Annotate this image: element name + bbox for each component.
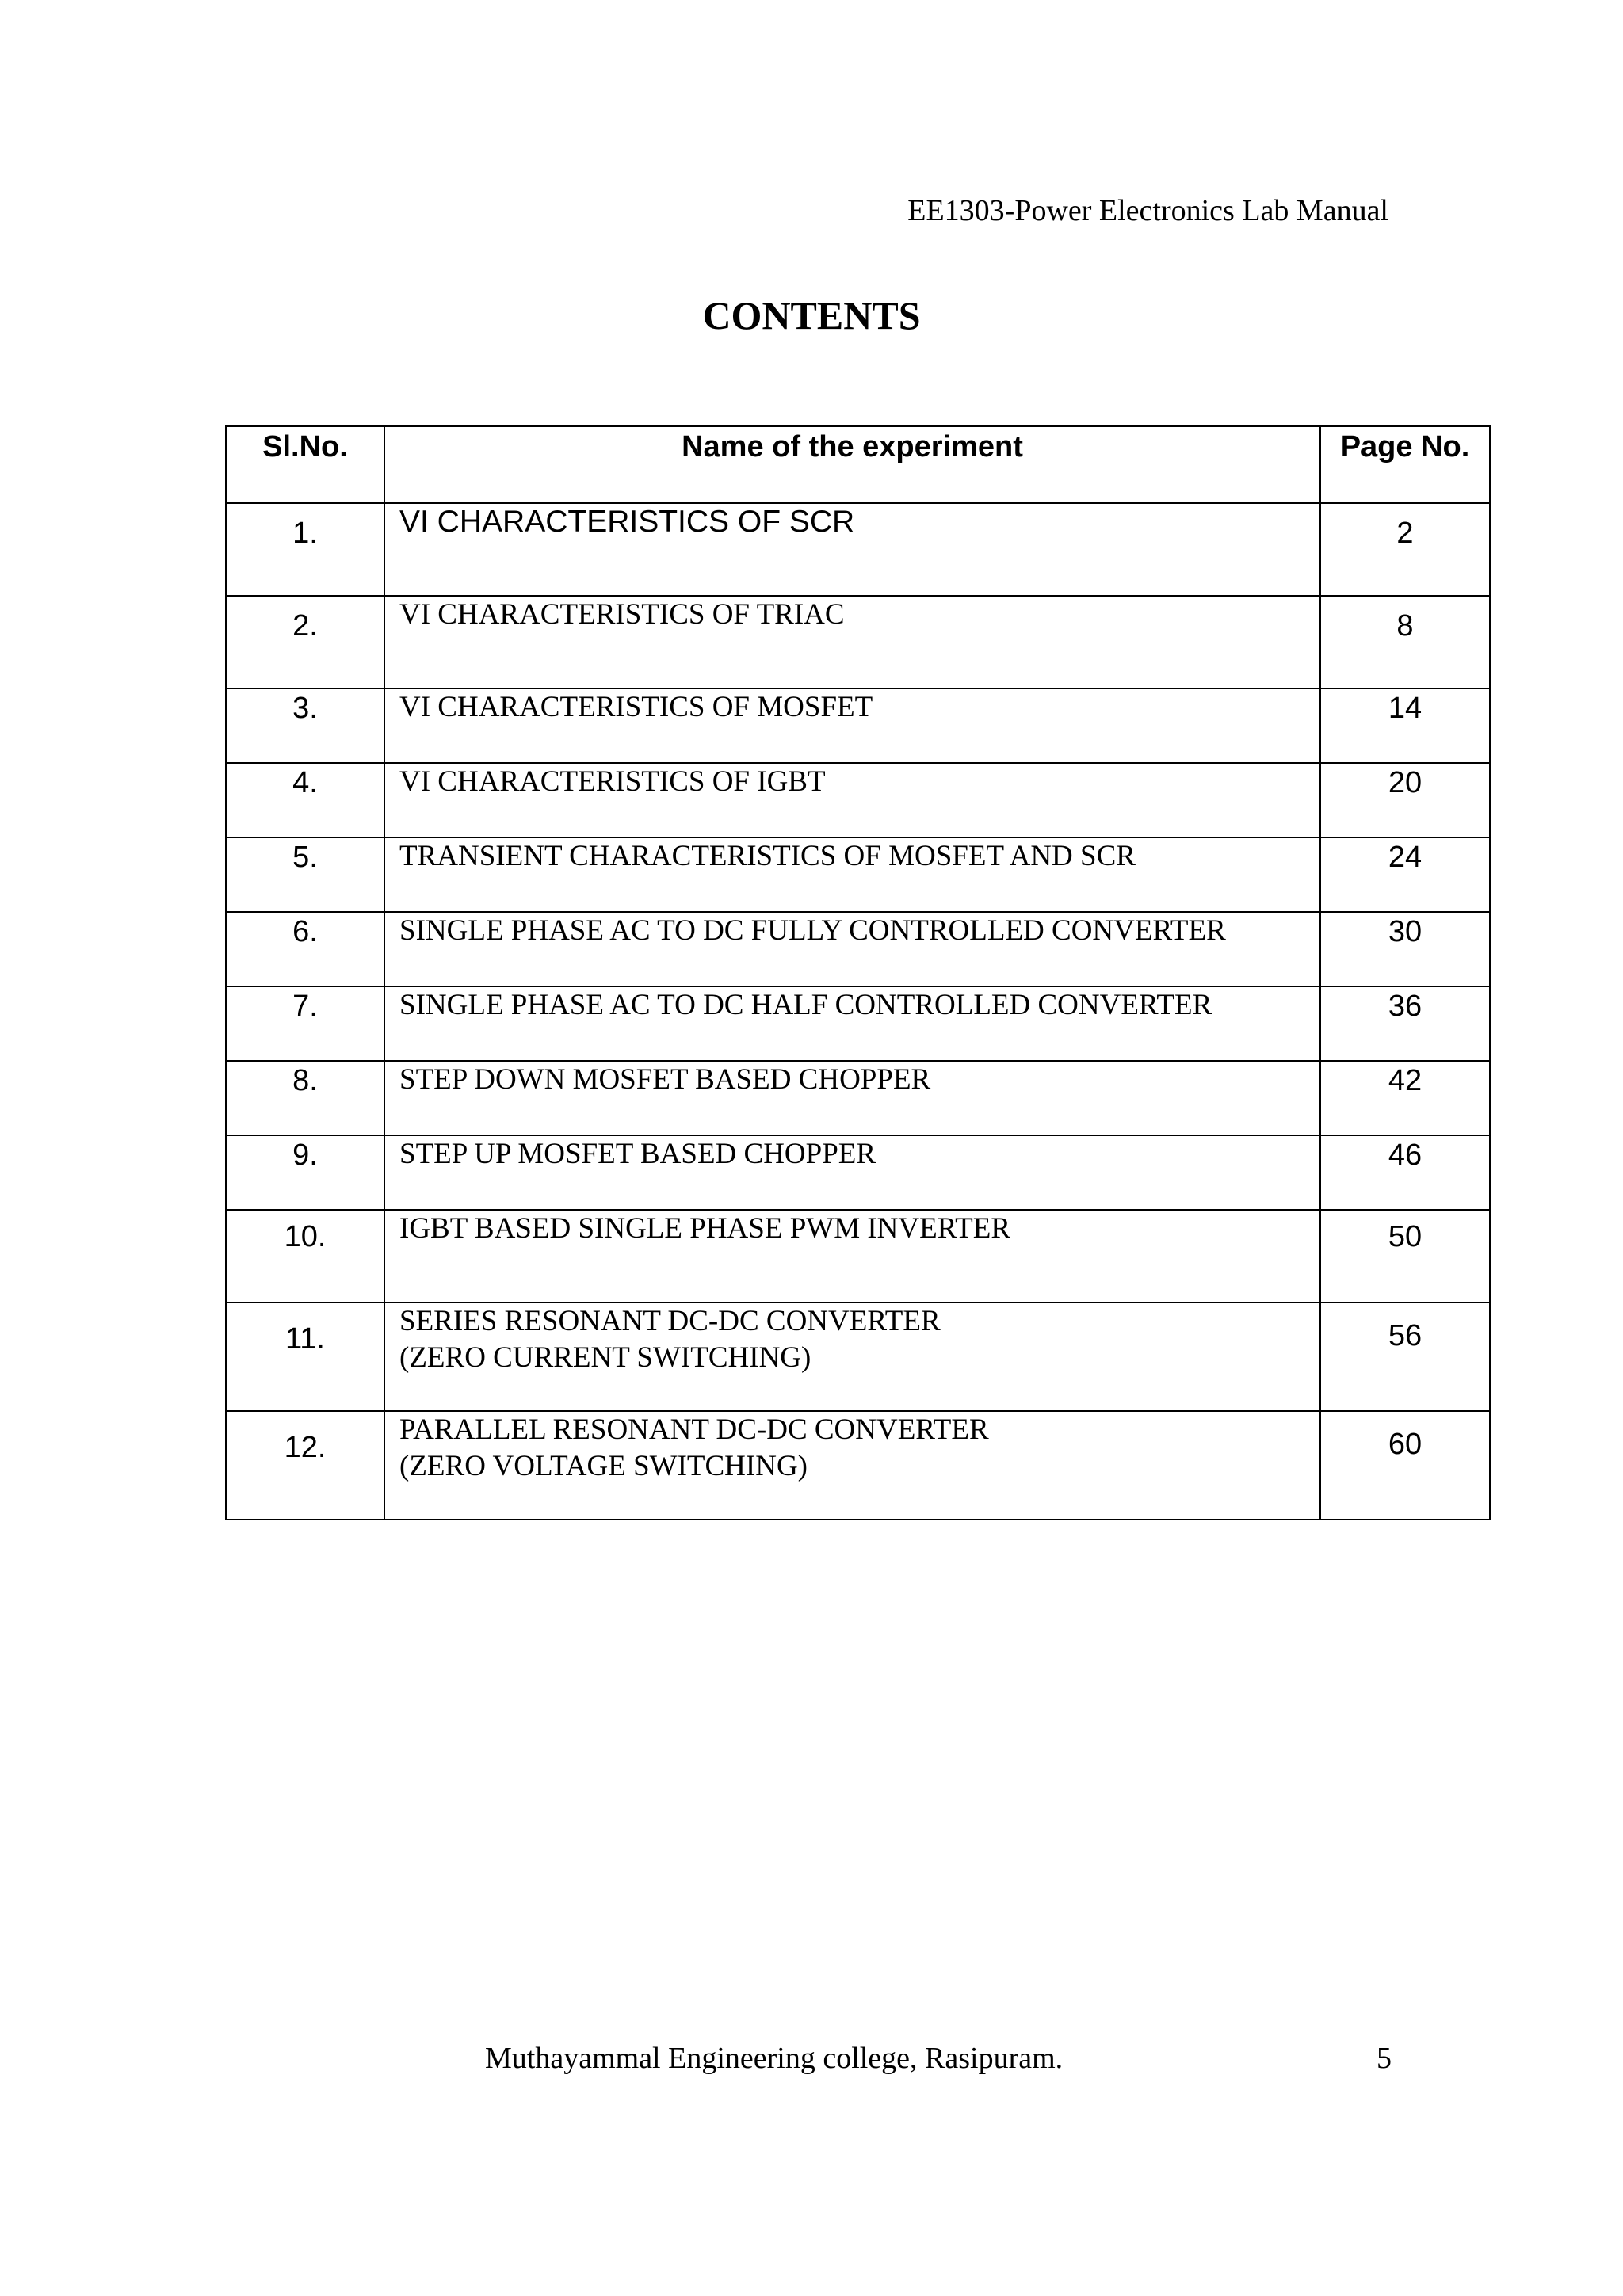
page-no-cell: 24	[1320, 837, 1490, 912]
sl-no-cell: 2.	[226, 596, 384, 688]
footer-institution: Muthayammal Engineering college, Rasipuram.	[485, 2042, 1064, 2075]
experiment-name-cell: IGBT BASED SINGLE PHASE PWM INVERTER	[384, 1210, 1320, 1302]
experiment-name-cell: SINGLE PHASE AC TO DC FULLY CONTROLLED CONVERTER	[384, 912, 1320, 986]
sl-no-cell: 12.	[226, 1411, 384, 1520]
experiment-name-cell: STEP DOWN MOSFET BASED CHOPPER	[384, 1061, 1320, 1135]
table-row	[226, 837, 1490, 912]
experiment-name-cell: VI CHARACTERISTICS OF SCR	[384, 503, 1320, 596]
page-no-cell: 36	[1320, 986, 1490, 1061]
experiment-name-cell: PARALLEL RESONANT DC-DC CONVERTER (ZERO VOLTAGE SWITCHING)	[384, 1411, 1320, 1520]
page-no-cell: 42	[1320, 1061, 1490, 1135]
column-header-page-no: Page No.	[1320, 426, 1490, 503]
page-no-cell: 8	[1320, 596, 1490, 688]
table-row	[226, 763, 1490, 837]
experiment-name-cell: STEP UP MOSFET BASED CHOPPER	[384, 1135, 1320, 1210]
page-title: CONTENTS	[702, 293, 921, 338]
experiment-name-cell: SINGLE PHASE AC TO DC HALF CONTROLLED CONVERTER	[384, 986, 1320, 1061]
sl-no-cell: 11.	[226, 1302, 384, 1411]
table-row	[226, 1411, 1490, 1520]
page-no-cell: 20	[1320, 763, 1490, 837]
column-header-experiment-name: Name of the experiment	[384, 426, 1320, 503]
table-row	[226, 503, 1490, 596]
sl-no-cell: 10.	[226, 1210, 384, 1302]
sl-no-cell: 7.	[226, 986, 384, 1061]
sl-no-cell: 1.	[226, 503, 384, 596]
table-row	[226, 1135, 1490, 1210]
experiment-name-cell: VI CHARACTERISTICS OF TRIAC	[384, 596, 1320, 688]
page-no-cell: 30	[1320, 912, 1490, 986]
sl-no-cell: 4.	[226, 763, 384, 837]
page-no-cell: 50	[1320, 1210, 1490, 1302]
page-no-cell: 46	[1320, 1135, 1490, 1210]
contents-table	[225, 425, 1491, 1520]
experiment-name-cell: SERIES RESONANT DC-DC CONVERTER (ZERO CURRENT SWITCHING)	[384, 1302, 1320, 1411]
table-row	[226, 596, 1490, 688]
sl-no-cell: 6.	[226, 912, 384, 986]
experiment-name-cell: VI CHARACTERISTICS OF IGBT	[384, 763, 1320, 837]
sl-no-cell: 5.	[226, 837, 384, 912]
footer-page-number: 5	[1377, 2042, 1392, 2075]
running-header: EE1303-Power Electronics Lab Manual	[907, 194, 1388, 227]
page-no-cell: 14	[1320, 688, 1490, 763]
page-no-cell: 60	[1320, 1411, 1490, 1520]
table-row	[226, 688, 1490, 763]
sl-no-cell: 9.	[226, 1135, 384, 1210]
experiment-name-cell: TRANSIENT CHARACTERISTICS OF MOSFET AND SCR	[384, 837, 1320, 912]
table-row	[226, 1210, 1490, 1302]
table-row	[226, 1061, 1490, 1135]
table-header-row	[226, 426, 1490, 503]
page-no-cell: 56	[1320, 1302, 1490, 1411]
sl-no-cell: 3.	[226, 688, 384, 763]
page-no-cell: 2	[1320, 503, 1490, 596]
table-row	[226, 1302, 1490, 1411]
sl-no-cell: 8.	[226, 1061, 384, 1135]
column-header-sl-no: Sl.No.	[226, 426, 384, 503]
experiment-name-cell: VI CHARACTERISTICS OF MOSFET	[384, 688, 1320, 763]
table-row	[226, 986, 1490, 1061]
table-row	[226, 912, 1490, 986]
